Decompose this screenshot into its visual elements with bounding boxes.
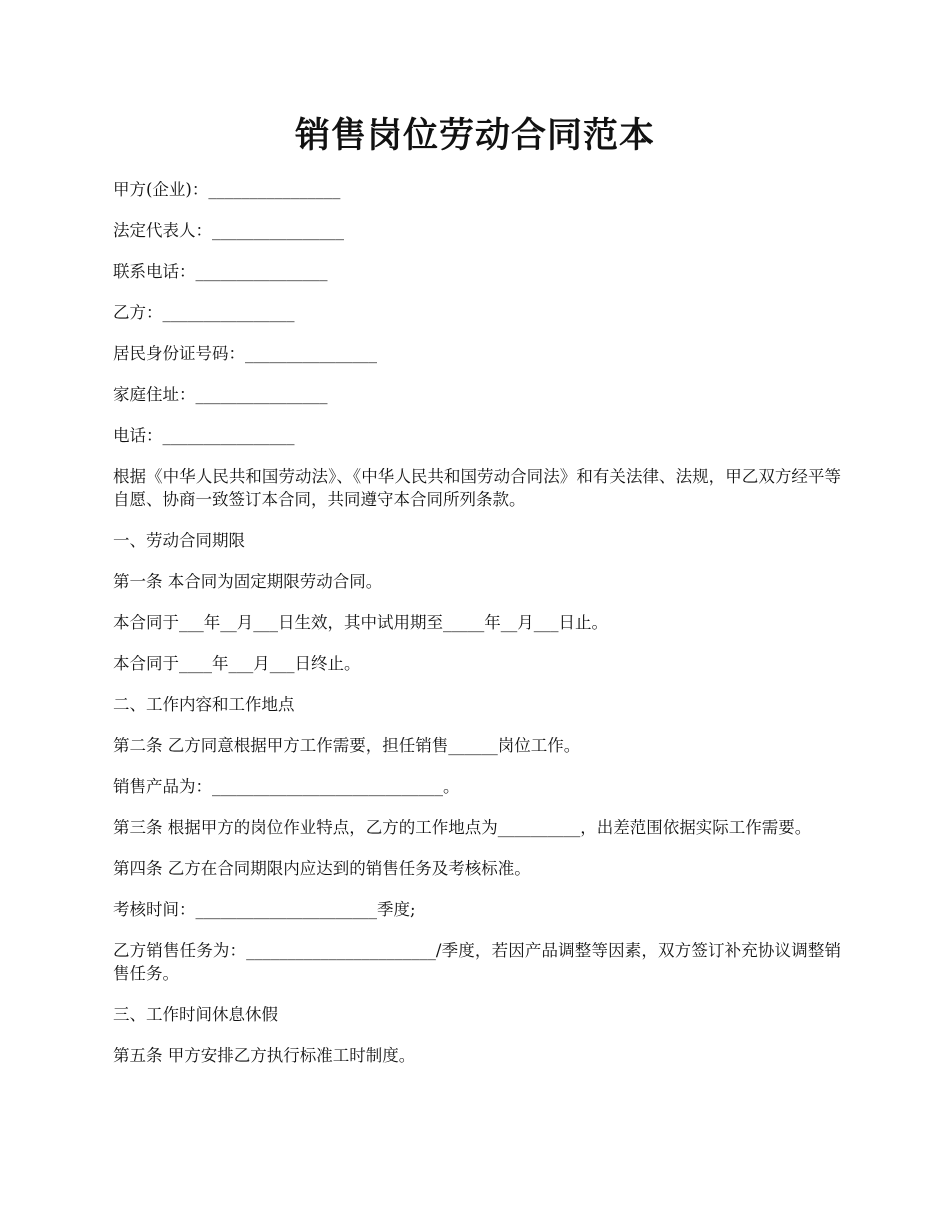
section-heading-term: 一、劳动合同期限 — [113, 531, 245, 550]
article-2: 第二条 乙方同意根据甲方工作需要，担任销售______岗位工作。 — [113, 736, 581, 755]
article-4: 第四条 乙方在合同期限内应达到的销售任务及考核标准。 — [113, 859, 531, 878]
section-heading-hours: 三、工作时间休息休假 — [113, 1005, 278, 1024]
home-address-field: 家庭住址：________________ — [113, 385, 328, 404]
article-3: 第三条 根据甲方的岗位作业特点，乙方的工作地点为__________，出差范围依据实际工作需要。 — [113, 818, 812, 837]
effective-date-clause: 本合同于___年__月___日生效，其中试用期至_____年__月___日止。 — [113, 613, 608, 632]
article-1: 第一条 本合同为固定期限劳动合同。 — [113, 572, 383, 591]
section-heading-work: 二、工作内容和工作地点 — [113, 695, 295, 714]
sales-task-clause: 乙方销售任务为：_______________________/季度，若因产品调整等因素，双方签订补充协议调整销售任务。 — [113, 941, 841, 983]
article-5: 第五条 甲方安排乙方执行标准工时制度。 — [113, 1046, 416, 1065]
legal-representative-field: 法定代表人：________________ — [113, 221, 344, 240]
assessment-time-field: 考核时间：______________________季度; — [113, 900, 416, 919]
party-a-field: 甲方(企业)：________________ — [113, 180, 341, 199]
products-field: 销售产品为：____________________________。 — [113, 777, 460, 796]
phone-field: 电话：________________ — [113, 426, 295, 445]
document-body — [113, 178, 841, 1067]
id-number-field: 居民身份证号码：________________ — [113, 344, 377, 363]
termination-date-clause: 本合同于____年___月___日终止。 — [113, 654, 361, 673]
preamble-paragraph: 根据《中华人民共和国劳动法》、《中华人民共和国劳动合同法》和有关法律、法规，甲乙双方经平等自愿、协商一致签订本合同，共同遵守本合同所列条款。 — [113, 467, 841, 509]
party-b-field: 乙方：________________ — [113, 303, 295, 322]
document-title: 销售岗位劳动合同范本 — [294, 116, 655, 156]
contact-phone-field: 联系电话：________________ — [113, 262, 328, 281]
